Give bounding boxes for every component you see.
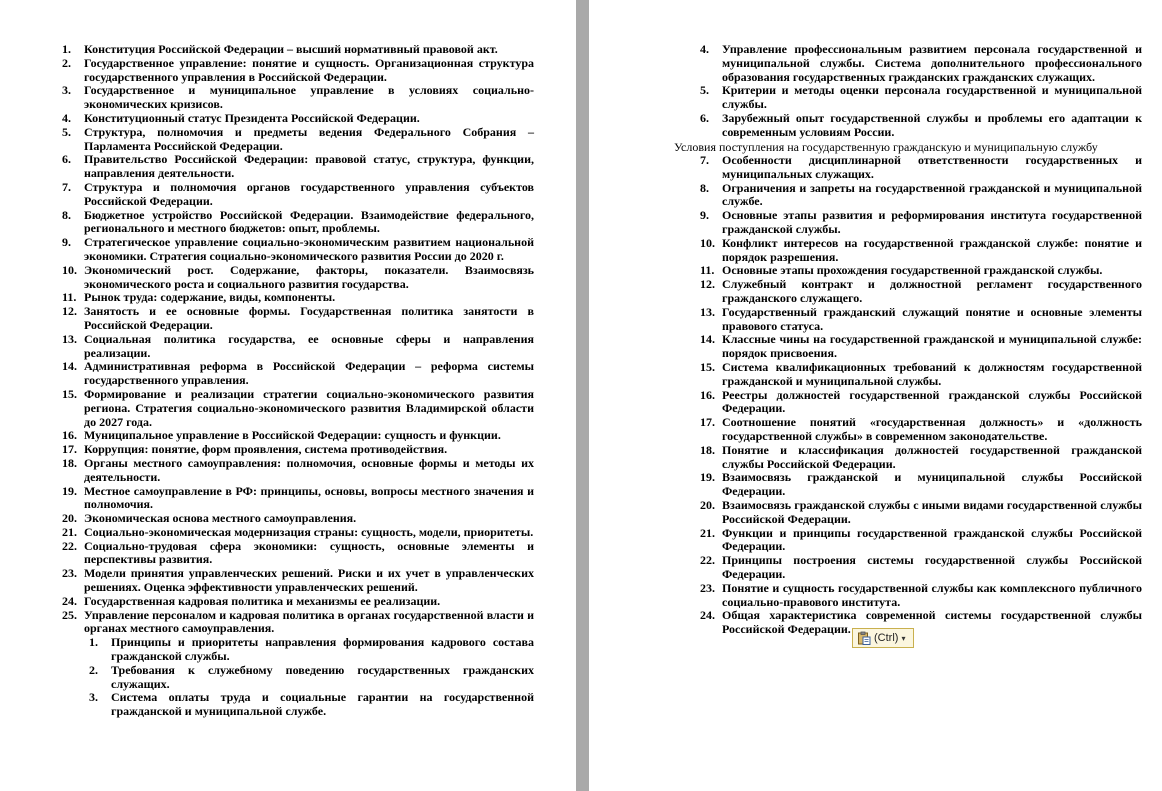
list-item: [700, 112, 1142, 140]
list-item: [62, 43, 534, 57]
paste-options-button[interactable]: [852, 628, 914, 648]
list-item-number: 22.: [62, 538, 77, 553]
list-item-text: Государственная кадровая политика и механизмы ее реализации.: [84, 593, 441, 608]
list-item-text: Система оплаты труда и социальные гарантии на государственной гражданской и муниципальной службе.: [111, 690, 534, 719]
list-item-text: Социально-экономическая модернизация страны: сущность, модели, приоритеты.: [84, 524, 534, 539]
list-item-number: 5.: [700, 83, 709, 98]
list-item-number: 7.: [62, 179, 71, 194]
list-item: [700, 471, 1142, 499]
list-item-number: 22.: [700, 553, 715, 568]
sub-list-container: [62, 636, 534, 719]
list-item-text: Стратегическое управление социально-экономическим развитием национальной экономики. Стратегия социально-экономического развития России до 2020 г.: [84, 235, 534, 263]
list-item: [62, 443, 534, 457]
list-item: [700, 43, 1142, 84]
list-item-number: 8.: [700, 180, 709, 195]
list-item-text: Местное самоуправление в РФ: принципы, основы, вопросы местного значения и полномочия.: [84, 483, 534, 512]
list-item-text: Государственный гражданский служащий понятие и основные элементы правового статуса.: [722, 304, 1142, 333]
list-item-text: Общая характеристика современной системы государственной службы Российской Федерации.: [722, 608, 1142, 637]
list-item-number: 17.: [700, 415, 715, 430]
list-item-number: 7.: [700, 153, 709, 167]
list-item: [700, 84, 1142, 112]
list-item-text: Государственное и муниципальное управление в условиях социально-экономических кризисов.: [84, 83, 534, 112]
list-item-text: Коррупция: понятие, форм проявления, система противодействия.: [84, 442, 448, 457]
list-item-number: 1.: [89, 635, 98, 650]
list-item-number: 16.: [700, 387, 715, 402]
list-item-text: Административная реформа в Российской Федерации – реформа системы государственного управления.: [84, 359, 534, 388]
list-item-text: Экономическая основа местного самоуправления.: [84, 511, 357, 526]
list-item-text: Понятие и классификация должностей государственной гражданской службы Российской Федерации.: [722, 442, 1142, 471]
list-item-text: Конституция Российской Федерации – высший нормативный правовой акт.: [84, 42, 498, 56]
list-item-text: Занятость и ее основные формы. Государственная политика занятости в Российской Федерации.: [84, 304, 534, 332]
list-item-number: 4.: [62, 110, 71, 125]
list-item-number: 21.: [700, 525, 715, 540]
list-item-text: Социальная политика государства, ее основные сферы и направления реализации.: [84, 331, 534, 360]
list-item: [62, 305, 534, 333]
list-item-text: Управление персоналом и кадровая политика в органах государственной власти и органах местного самоуправления.: [84, 607, 534, 636]
list-item-text: Функции и принципы государственной гражданской службы Российской Федерации.: [722, 525, 1142, 554]
list-item: [62, 291, 534, 305]
list-item-number: 2.: [89, 662, 98, 677]
list-item-number: 3.: [89, 690, 98, 705]
list-item-text: Понятие и сущность государственной службы как комплексного публичного социально-правового института.: [722, 580, 1142, 609]
list-item-number: 25.: [62, 607, 77, 622]
list-item: [62, 153, 534, 181]
list-item-number: 17.: [62, 442, 77, 457]
list-item: [700, 554, 1142, 582]
list-item-number: 11.: [62, 290, 77, 305]
list-item-text: Принципы построения системы государственной службы Российской Федерации.: [722, 553, 1142, 581]
list-item: [700, 278, 1142, 306]
list-item-text: Структура, полномочия и предметы ведения Федерального Собрания – Парламента Российской Федерации.: [84, 124, 534, 153]
sublist-item: [84, 664, 534, 692]
list-item-number: 5.: [62, 124, 71, 139]
exam-questions-list-right: [700, 154, 1142, 637]
list-item: [700, 333, 1142, 361]
list-item-number: 20.: [62, 511, 77, 526]
list-item-number: 1.: [62, 42, 71, 56]
list-item: [62, 84, 534, 112]
list-item: [62, 429, 534, 443]
list-item-text: Социально-трудовая сфера экономики: сущность, основные элементы и перспективы развития.: [84, 538, 534, 567]
list-item-text: Особенности дисциплинарной ответственности государственных и муниципальных служащих.: [722, 153, 1142, 181]
list-item: [62, 57, 534, 85]
list-item: [700, 389, 1142, 417]
list-item-text: Взаимосвязь гражданской и муниципальной службы Российской Федерации.: [722, 470, 1142, 499]
list-item: [700, 209, 1142, 237]
list-item: [62, 112, 534, 126]
list-item-number: 18.: [62, 455, 77, 470]
list-item: [62, 526, 534, 540]
list-item-number: 3.: [62, 83, 71, 98]
section-heading: Условия поступления на государственную гражданскую и муниципальную службу: [674, 140, 1098, 154]
list-item-number: 24.: [62, 593, 77, 608]
exam-questions-list-left: [62, 43, 534, 719]
list-item-text: Система квалификационных требований к должностям государственной гражданской и муниципальной службы.: [722, 359, 1142, 388]
list-item: [62, 540, 534, 568]
list-item-number: 11.: [700, 263, 715, 278]
list-item-number: 18.: [700, 442, 715, 457]
list-item: [62, 236, 534, 264]
list-item: [700, 582, 1142, 610]
list-item-number: 14.: [700, 332, 715, 347]
list-item-text: Критерии и методы оценки персонала государственной и муниципальной службы.: [722, 83, 1142, 112]
list-item: [62, 512, 534, 526]
list-item-number: 20.: [700, 497, 715, 512]
list-item: [700, 182, 1142, 210]
list-item: [62, 264, 534, 292]
list-item-text: Структура и полномочия органов государственного управления субъектов Российской Федерации.: [84, 179, 534, 208]
list-item: [700, 499, 1142, 527]
list-item-number: 6.: [700, 110, 709, 125]
list-item-text: Бюджетное устройство Российской Федерации. Взаимодействие федерального, регионального и местного бюджетов: опыт, проблемы.: [84, 207, 534, 236]
list-item: [700, 154, 1142, 182]
list-item: [700, 527, 1142, 555]
list-item-text: Экономический рост. Содержание, факторы, показатели. Взаимосвязь экономического роста и социального развития государства.: [84, 262, 534, 291]
list-item-number: 14.: [62, 359, 77, 374]
paste-options-label: (Ctrl): [874, 632, 899, 644]
list-item-text: Взаимосвязь гражданской службы с иными видами государственной службы Российской Федерации.: [722, 497, 1142, 526]
list-item-text: Требования к служебному поведению государственных гражданских служащих.: [111, 662, 534, 691]
list-item-number: 16.: [62, 428, 77, 443]
list-item-number: 15.: [62, 386, 77, 401]
list-item-number: 19.: [62, 483, 77, 498]
list-item-number: 10.: [700, 235, 715, 250]
list-item-number: 12.: [700, 277, 715, 292]
list-item-text: Основные этапы развития и реформирования института государственной гражданской службы.: [722, 208, 1142, 236]
list-item-number: 13.: [62, 331, 77, 346]
clipboard-icon: [857, 631, 871, 645]
list-item: [62, 126, 534, 154]
list-item: [62, 333, 534, 361]
list-item-number: 13.: [700, 304, 715, 319]
list-item-number: 8.: [62, 207, 71, 222]
list-item: [62, 609, 534, 637]
list-item-text: Служебный контракт и должностной регламент государственного гражданского служащего.: [722, 277, 1142, 305]
list-item-number: 9.: [62, 235, 71, 250]
page-gap: [576, 0, 589, 791]
list-item-number: 19.: [700, 470, 715, 485]
exam-questions-sublist: [84, 636, 534, 719]
list-item-number: 23.: [700, 580, 715, 595]
list-item-text: Соотношение понятий «государственная должность» и «должность государственной службы» в современном законодательстве.: [722, 415, 1142, 443]
list-item-text: Муниципальное управление в Российской Федерации: сущность и функции.: [84, 428, 501, 443]
list-item: [62, 388, 534, 429]
chevron-down-icon: ▾: [901, 633, 906, 643]
list-item-text: Конституционный статус Президента Российской Федерации.: [84, 110, 420, 125]
list-item-text: Принципы и приоритеты направления формирования кадрового состава гражданской службы.: [111, 635, 534, 664]
list-item-number: 10.: [62, 262, 77, 277]
list-item: [62, 181, 534, 209]
list-item-text: Органы местного самоуправления: полномочия, основные формы и методы их деятельности.: [84, 455, 534, 484]
list-item-text: Классные чины на государственной гражданской и муниципальной службе: порядок присвоения.: [722, 332, 1142, 361]
list-item-number: 9.: [700, 208, 709, 223]
list-item: [700, 444, 1142, 472]
list-item-number: 12.: [62, 304, 77, 319]
list-item: [700, 264, 1142, 278]
sublist-item: [84, 636, 534, 664]
list-item-number: 21.: [62, 524, 77, 539]
list-item-number: 24.: [700, 608, 715, 623]
list-item-text: Рынок труда: содержание, виды, компоненты.: [84, 290, 336, 305]
list-item-text: Конфликт интересов на государственной гражданской службе: понятие и порядок разрешения.: [722, 235, 1142, 264]
list-item: [700, 237, 1142, 265]
list-item-text: Правительство Российской Федерации: правовой статус, структура, функции, направления деятельности.: [84, 152, 534, 181]
list-item-text: Управление профессиональным развитием персонала государственной и муниципальной службы. Система дополнительного профессионального образования государственных гражданских гражданских служащих.: [722, 42, 1142, 84]
list-item-number: 4.: [700, 42, 709, 56]
list-item-number: 23.: [62, 566, 77, 581]
list-item: [62, 457, 534, 485]
list-item-text: Государственное управление: понятие и сущность. Организационная структура государственного управления в Российской Федерации.: [84, 55, 534, 84]
list-item-text: Основные этапы прохождения государственной гражданской службы.: [722, 263, 1103, 278]
list-item: [700, 609, 1142, 637]
list-item-number: 6.: [62, 152, 71, 167]
list-item: [62, 567, 534, 595]
list-item-text: Формирование и реализации стратегии социально-экономического развития региона. Стратегия социально-экономического развития Владимирской области до 2027 года.: [84, 386, 534, 429]
list-item: [62, 485, 534, 513]
list-item: [62, 360, 534, 388]
list-item-number: 2.: [62, 55, 71, 70]
list-item-text: Зарубежный опыт государственной службы и проблемы его адаптации к современным условиям России.: [722, 110, 1142, 139]
list-item: [62, 209, 534, 237]
list-item: [700, 416, 1142, 444]
list-item-number: 15.: [700, 359, 715, 374]
exam-questions-list-right-top: [700, 43, 1142, 140]
sublist-item: [84, 691, 534, 719]
list-item-text: Реестры должностей государственной гражданской службы Российской Федерации.: [722, 387, 1142, 416]
list-item-text: Ограничения и запреты на государственной гражданской и муниципальной службе.: [722, 180, 1142, 209]
list-item-text: Модели принятия управленческих решений. Риски и их учет в управленческих решениях. Оценка эффективности управленческих решений.: [84, 566, 534, 595]
list-item: [62, 595, 534, 609]
list-item: [700, 361, 1142, 389]
list-item: [700, 306, 1142, 334]
